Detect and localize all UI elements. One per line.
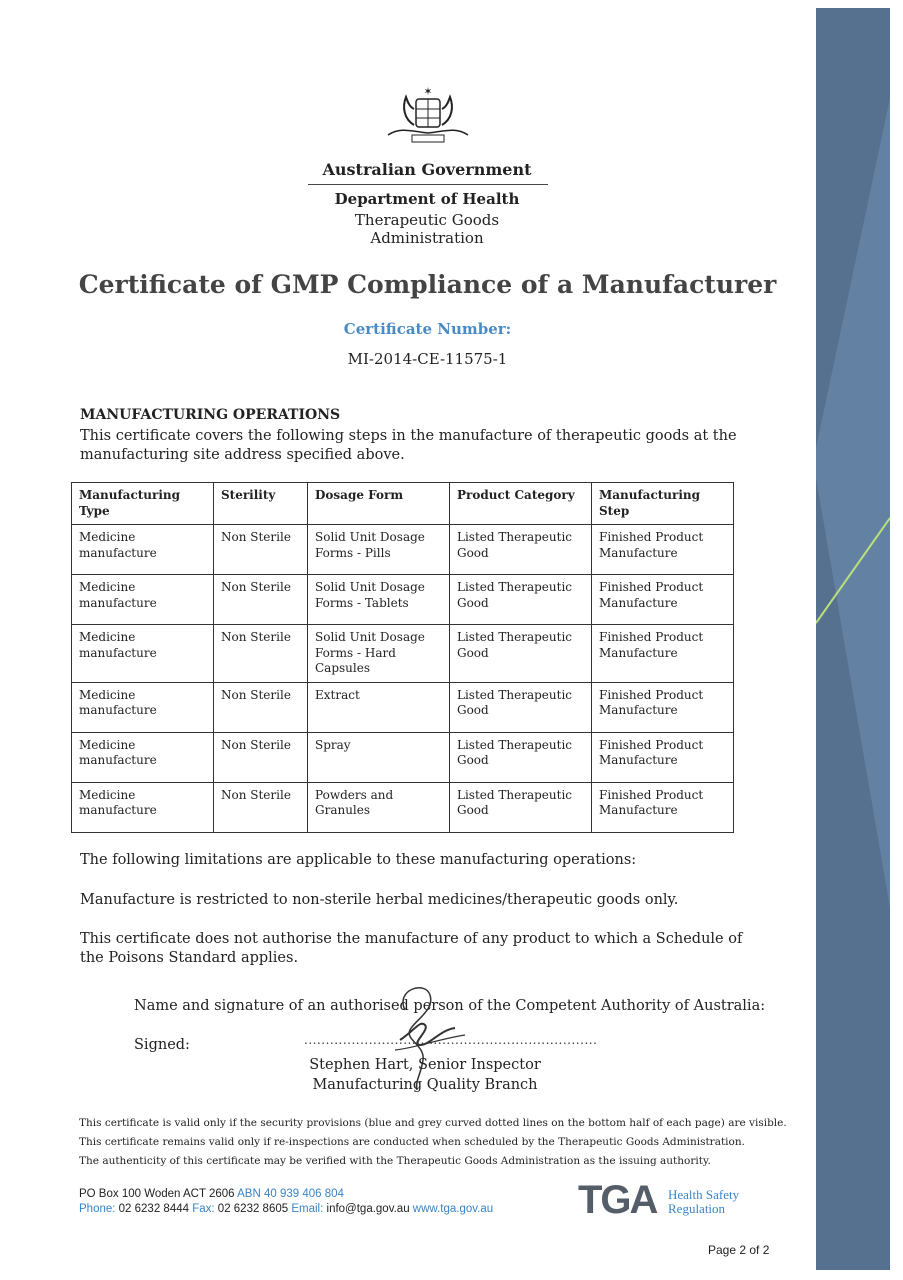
email-label: Email: — [291, 1203, 324, 1215]
certificate-number: MI-2014-CE-11575-1 — [347, 350, 508, 368]
operations-table — [71, 482, 734, 833]
website-link[interactable]: www.tga.gov.au — [412, 1203, 494, 1215]
decorative-sidebar — [816, 8, 890, 1270]
certificate-title: Certificate of GMP Compliance of a Manufacturer — [78, 270, 777, 299]
table-cell: Medicine manufacture — [72, 732, 214, 782]
table-row — [72, 625, 734, 683]
tga-logo-subtitle — [668, 1188, 739, 1216]
operations-intro: This certificate covers the following steps in the manufacture of therapeutic goods at the manufacturing site address specified above. — [80, 428, 737, 463]
table-header-row — [72, 483, 734, 525]
table-cell: Spray — [308, 732, 450, 782]
australian-coat-of-arms-icon — [380, 85, 476, 149]
handwritten-signature-icon — [385, 980, 475, 1090]
signer-branch: Manufacturing Quality Branch — [312, 1077, 538, 1093]
table-cell: Finished Product Manufacture — [592, 782, 734, 832]
table-cell: Solid Unit Dosage Forms - Hard Capsules — [308, 625, 450, 683]
table-row — [72, 732, 734, 782]
operations-heading: MANUFACTURING OPERATIONS — [80, 407, 341, 423]
table-cell: Medicine manufacture — [72, 625, 214, 683]
authenticity-note: The authenticity of this certificate may be verified with the Therapeutic Goods Administration as the issuing authority. — [79, 1155, 711, 1167]
footer-address-line — [79, 1188, 344, 1200]
table-cell: Solid Unit Dosage Forms - Pills — [308, 525, 450, 575]
table-cell: Finished Product Manufacture — [592, 625, 734, 683]
table-cell: Non Sterile — [214, 625, 308, 683]
signed-label: Signed: — [134, 1037, 190, 1053]
reinspection-note: This certificate remains valid only if re-inspections are conducted when scheduled by the Therapeutic Goods Administration. — [79, 1136, 745, 1148]
phone-label: Phone: — [79, 1203, 116, 1215]
fax-label: Fax: — [192, 1203, 215, 1215]
signature-dotted-line: .................................................................... — [304, 1033, 598, 1047]
table-cell: Listed Therapeutic Good — [450, 575, 592, 625]
table-row — [72, 575, 734, 625]
department-name: Department of Health — [334, 190, 520, 208]
table-cell: Medicine manufacture — [72, 682, 214, 732]
certificate-number-label: Certificate Number: — [343, 320, 512, 338]
footer-abn: ABN 40 939 406 804 — [237, 1188, 344, 1200]
table-cell: Medicine manufacture — [72, 782, 214, 832]
page-number: Page 2 of 2 — [708, 1243, 770, 1257]
table-cell: Finished Product Manufacture — [592, 682, 734, 732]
footer-address: PO Box 100 Woden ACT 2606 — [79, 1188, 235, 1200]
table-row — [72, 682, 734, 732]
column-header: Sterility — [214, 483, 308, 525]
svg-text:✶: ✶ — [423, 85, 433, 98]
table-cell: Finished Product Manufacture — [592, 732, 734, 782]
table-cell: Solid Unit Dosage Forms - Tablets — [308, 575, 450, 625]
footer-contact-line — [79, 1203, 493, 1215]
tga-logo-sub-line1: Health Safety — [668, 1187, 740, 1202]
table-cell: Powders and Granules — [308, 782, 450, 832]
sidebar-light-band — [816, 98, 890, 908]
table-cell: Non Sterile — [214, 525, 308, 575]
table-cell: Listed Therapeutic Good — [450, 682, 592, 732]
table-cell: Listed Therapeutic Good — [450, 625, 592, 683]
table-cell: Non Sterile — [214, 782, 308, 832]
government-name: Australian Government — [322, 160, 532, 179]
table-cell: Finished Product Manufacture — [592, 525, 734, 575]
table-cell: Non Sterile — [214, 682, 308, 732]
table-cell: Finished Product Manufacture — [592, 575, 734, 625]
limitations-restriction: Manufacture is restricted to non-sterile herbal medicines/therapeutic goods only. — [80, 892, 679, 908]
table-cell: Listed Therapeutic Good — [450, 732, 592, 782]
table-cell: Listed Therapeutic Good — [450, 782, 592, 832]
limitations-intro: The following limitations are applicable to these manufacturing operations: — [80, 852, 637, 868]
table-cell: Listed Therapeutic Good — [450, 525, 592, 575]
validity-note: This certificate is valid only if the security provisions (blue and grey curved dotted lines on the bottom half of each page) are visible. — [79, 1117, 787, 1129]
table-cell: Extract — [308, 682, 450, 732]
fax-number: 02 6232 8605 — [217, 1203, 289, 1215]
column-header: Dosage Form — [308, 483, 450, 525]
limitations-schedule: This certificate does not authorise the manufacture of any product to which a Schedule of the Poisons Standard applies. — [80, 931, 743, 966]
table-row — [72, 525, 734, 575]
tga-logo-sub-line2: Regulation — [668, 1201, 726, 1216]
agency-name: Therapeutic Goods Administration — [354, 211, 500, 247]
signer-name-title: Stephen Hart, Senior Inspector — [309, 1057, 541, 1073]
phone-number: 02 6232 8444 — [118, 1203, 190, 1215]
email-address[interactable]: info@tga.gov.au — [326, 1203, 410, 1215]
sidebar-graphic — [816, 8, 890, 1270]
column-header: Product Category — [450, 483, 592, 525]
table-row — [72, 782, 734, 832]
table-cell: Non Sterile — [214, 732, 308, 782]
signature-prompt: Name and signature of an authorised person of the Competent Authority of Australia: — [134, 998, 766, 1014]
table-cell: Medicine manufacture — [72, 525, 214, 575]
column-header: Manufacturing Step — [592, 483, 734, 525]
header-divider — [308, 184, 548, 185]
table-cell: Non Sterile — [214, 575, 308, 625]
tga-logo: TGA — [578, 1178, 657, 1222]
table-cell: Medicine manufacture — [72, 575, 214, 625]
column-header: Manufacturing Type — [72, 483, 214, 525]
